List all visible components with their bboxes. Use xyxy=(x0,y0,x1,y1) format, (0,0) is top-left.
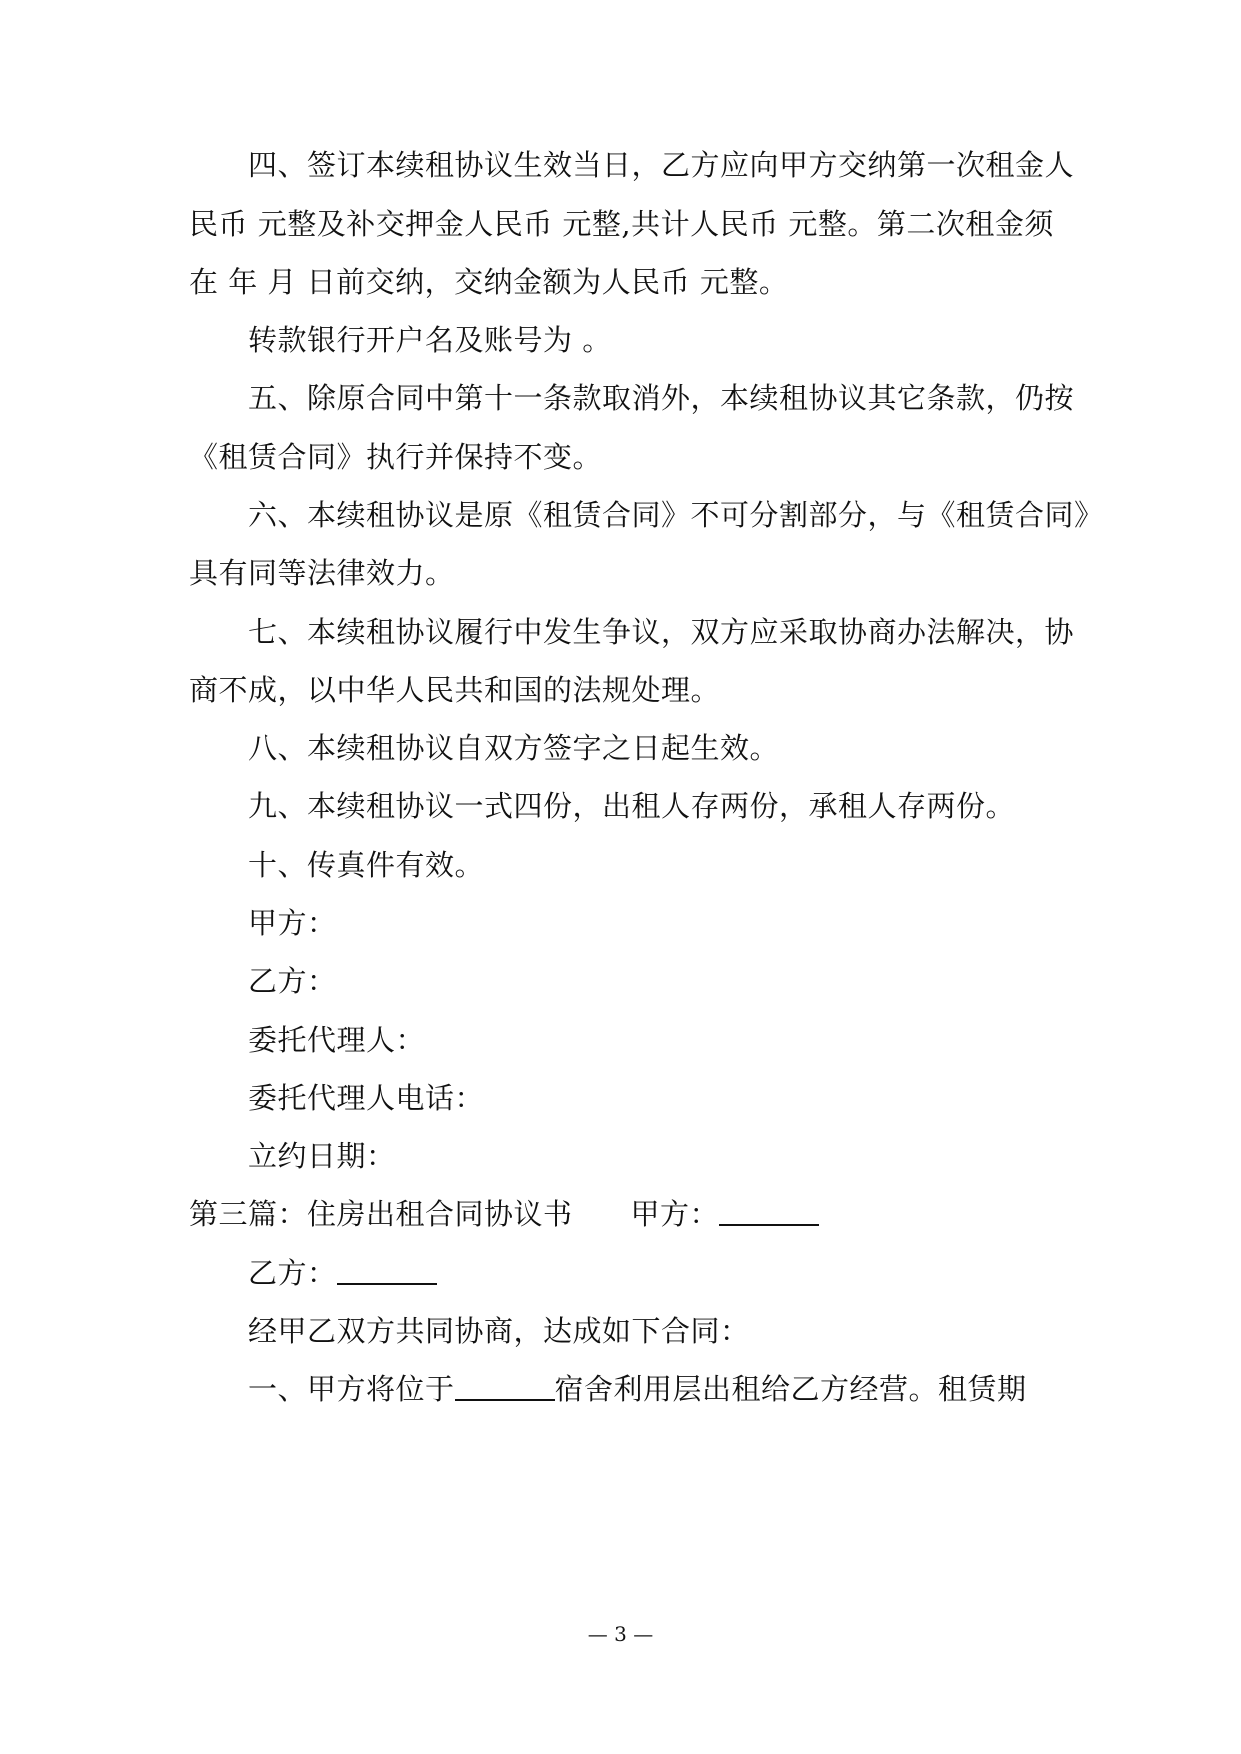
paragraph-line: 转款银行开户名及账号为 。 xyxy=(248,323,612,357)
paragraph-line: 九、本续租协议一式四份，出租人存两份，承租人存两份。 xyxy=(248,789,1016,823)
signature-label-party-b: 乙方： xyxy=(248,964,337,998)
signature-label-party-a: 甲方： xyxy=(248,906,337,940)
paragraph-line: 在 年 月 日前交纳，交纳金额为人民币 元整。 xyxy=(189,265,789,299)
location-blank xyxy=(455,1373,555,1401)
paragraph-line: 五、除原合同中第十一条款取消外，本续租协议其它条款，仍按 xyxy=(248,381,1075,415)
third-item1-suffix: 宿舍利用层出租给乙方经营。租赁期 xyxy=(554,1372,1027,1406)
paragraph-line: 十、传真件有效。 xyxy=(248,848,485,882)
paragraph-line: 商不成，以中华人民共和国的法规处理。 xyxy=(189,673,721,707)
paragraph-line: 七、本续租协议履行中发生争议，双方应采取协商办法解决，协 xyxy=(248,615,1075,649)
paragraph-line: 八、本续租协议自双方签字之日起生效。 xyxy=(248,731,780,765)
paragraph-line: 四、签订本续租协议生效当日，乙方应向甲方交纳第一次租金人 xyxy=(248,148,1075,182)
third-party-b-label: 乙方： xyxy=(248,1256,337,1290)
party-b-blank xyxy=(337,1257,437,1285)
paragraph-line: 具有同等法律效力。 xyxy=(189,556,455,590)
signature-label-date: 立约日期： xyxy=(248,1139,396,1173)
third-section-heading xyxy=(189,1194,819,1234)
third-item1-prefix: 一、甲方将位于 xyxy=(248,1372,455,1406)
paragraph-line: 六、本续租协议是原《租赁合同》不可分割部分，与《租赁合同》 xyxy=(248,498,1104,532)
paragraph-line: 《租赁合同》执行并保持不变。 xyxy=(189,440,603,474)
third-item1-line xyxy=(248,1369,1027,1409)
party-a-blank xyxy=(719,1198,819,1226)
third-section-title: 第三篇：住房出租合同协议书 xyxy=(189,1197,573,1231)
paragraph-line: 民币 元整及补交押金人民币 元整,共计人民币 元整。第二次租金须 xyxy=(189,207,1054,241)
third-intro-line: 经甲乙双方共同协商，达成如下合同： xyxy=(248,1314,750,1348)
signature-label-agent: 委托代理人： xyxy=(248,1023,426,1057)
page-number: — 3 — xyxy=(587,1622,654,1646)
third-party-b-line xyxy=(248,1253,437,1293)
signature-label-agent-phone: 委托代理人电话： xyxy=(248,1081,485,1115)
third-party-a-label: 甲方： xyxy=(630,1197,720,1231)
